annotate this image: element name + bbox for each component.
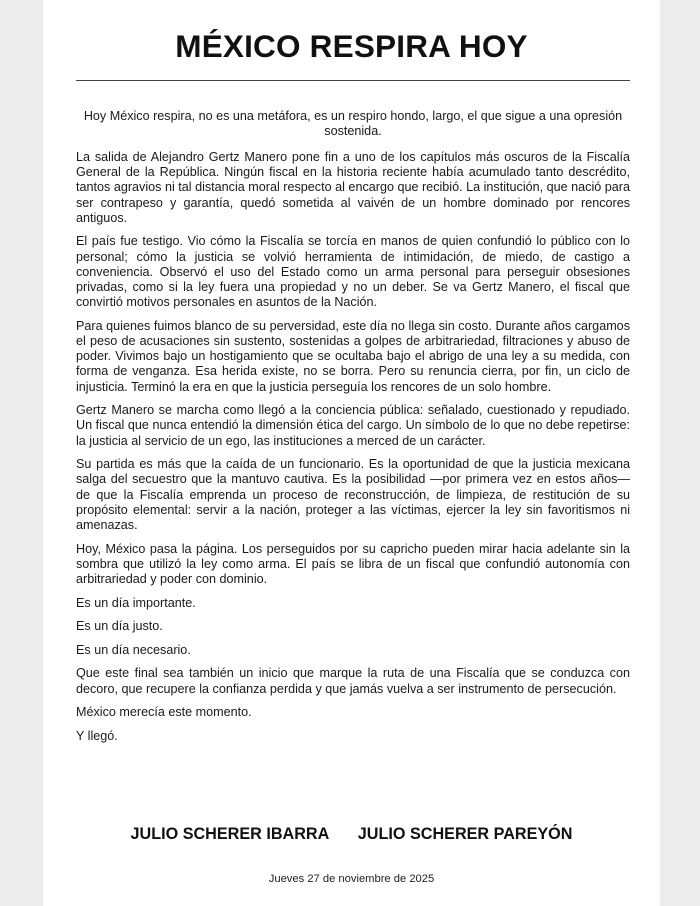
- body-paragraph: Y llegó.: [76, 728, 118, 743]
- document-body: [76, 109, 630, 752]
- body-paragraph: Su partida es más que la caída de un funcionario. Es la oportunidad de que la justicia mexicana salga del secuestro que la mantuvo cautiva. Es la posibilidad —por primera vez en estos años— de que la Fiscalía emprenda un proceso de reconstrucción, de limpieza, de restitución de su propósito elemental: servir a la nación, proteger a las víctimas, ejercer la ley sin favoritismos ni amenazas.: [76, 457, 630, 532]
- body-paragraph: Hoy, México pasa la página. Los perseguidos por su capricho pueden mirar hacia adelante sin la sombra que utilizó la ley como arma. El país se libra de un fiscal que confundió autonomía con arbitrariedad y poder con dominio.: [76, 541, 630, 586]
- body-paragraph: Es un día necesario.: [76, 642, 191, 657]
- signature-name: JULIO SCHERER PAREYÓN: [357, 825, 573, 843]
- intro-paragraph: Hoy México respira, no es una metáfora, es un respiro hondo, largo, el que sigue a una opresión sostenida.: [83, 109, 623, 139]
- document-page: [43, 0, 660, 906]
- body-paragraph: Gertz Manero se marcha como llegó a la conciencia pública: señalado, cuestionado y repudiado. Un fiscal que nunca entendió la dimensión ética del cargo. Un símbolo de lo que no debe repetirse: la justicia al servicio de un ego, las instituciones a merced de un carácter.: [76, 403, 630, 448]
- signature-block: [43, 825, 660, 844]
- title-divider: [76, 80, 630, 81]
- signature-name: JULIO SCHERER IBARRA: [130, 825, 330, 843]
- body-paragraph: Es un día justo.: [76, 619, 163, 634]
- body-paragraph: Para quienes fuimos blanco de su perversidad, este día no llega sin costo. Durante años cargamos el peso de acusaciones sin sustento, sostenidas a golpes de arbitrariedad, filtraciones y abuso de poder. Vivimos bajo un hostigamiento que se ocultaba bajo el abrigo de una ley a su medida, con forma de venganza. Esa herida existe, no se borra. Pero su renuncia cierra, por fin, un ciclo de injusticia. Terminó la era en que la justicia perseguía los rencores de un solo hombre.: [76, 318, 630, 394]
- document-date: Jueves 27 de noviembre de 2025: [268, 873, 435, 885]
- document-title: MÉXICO RESPIRA HOY: [175, 28, 528, 64]
- body-paragraph: México merecía este momento.: [76, 705, 252, 720]
- body-paragraph: Es un día importante.: [76, 595, 196, 610]
- body-paragraph: El país fue testigo. Vio cómo la Fiscalía se torcía en manos de quien confundió lo público con lo personal; cómo la justicia se volvió herramienta de intimidación, de miedo, de castigo a conveniencia. Observó el uso del Estado como un arma personal para perseguir obsesiones privadas, como si la ley fuera una propiedad y no un deber. Se va Gertz Manero, el fiscal que convirtió motivos personales en asuntos de la Nación.: [76, 234, 630, 310]
- body-paragraph: La salida de Alejandro Gertz Manero pone fin a uno de los capítulos más oscuros de la Fiscalía General de la República. Ningún fiscal en la historia reciente había acumulado tanto descrédito, tantos agravios ni tal distancia moral respecto al encargo que recibió. La institución, que nació para ser contrapeso y garantía, quedó sometida al vaivén de un hombre dominado por rencores antiguos.: [76, 149, 630, 225]
- body-paragraph: Que este final sea también un inicio que marque la ruta de una Fiscalía que se conduzca con decoro, que recupere la confianza perdida y que jamás vuelva a ser instrumento de persecución.: [76, 666, 630, 696]
